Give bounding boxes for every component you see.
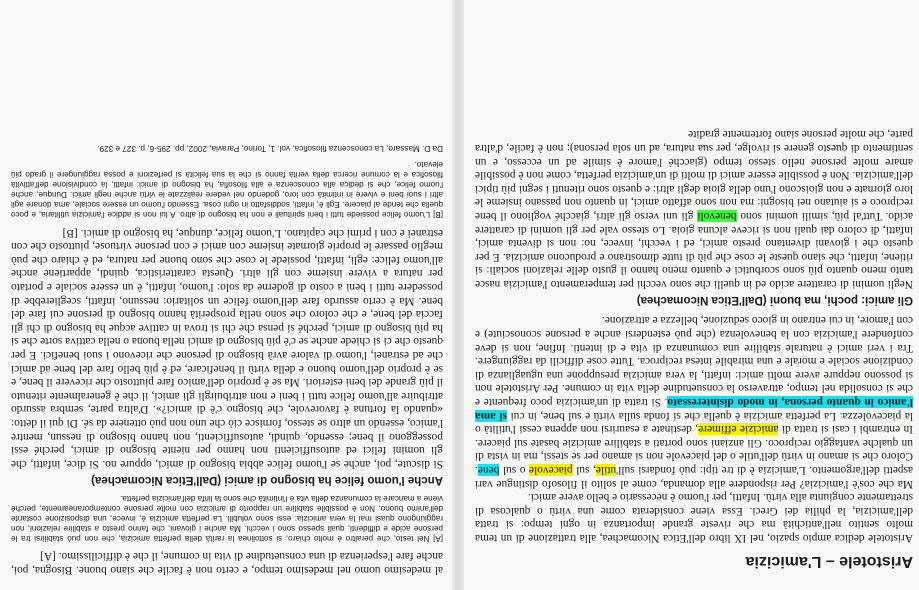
excerpt-paragraph: Negli uomini di carattere acido ed in quelli che sono vecchi per temperamento l'amicizia nasce tanto meno quanto più sono scorbutici e quanto meno hanno il gusto delle relazioni sociali: si ritiene, infatti, che siano queste le cose che più di tutte dimostrano e producono amicizia. E per questo che i giovani diventano presto amici, ed i vecchi, invece, no: non si diventa amici, infatti, di coloro dai quali non si riceve alcuna gioia. Lo stesso vale per gli uomini di carattere acido. Tutt'al più, simili uomini sono benevoli gli uni verso gli altri, giacché vogliono il bene reciproco e si aiutano nei bisogni: ma non sono affatto amici, in quanto non passano insieme le loro giornate e non gioiscono l'uno della gioia degli altri: e questo sono ritenuti i segni più tipici dell'amicizia. Non è possibile essere amici di molti di un'amicizia perfetta, come non è possibile amare molte persone nello stesso tempo (giacché l'amore è simile ad un eccesso, e un sentimento di questo genere si rivolge, per sua natura, ad un sola persona); non è facile, d'altra parte, che molte persone siano fortemente gradite	[475, 128, 913, 290]
highlight-piacevole: piacevole	[528, 464, 573, 477]
note-b: [B] L'uomo felice possiede tutti i beni spirituali e non ha bisogno di altro. A lui non si addice l'amicizia utilitaria, e poco quella che tende al piacere. Egli è, infatti, soddisfatto in ogni cosa. Essendo l'uomo un essere sociale, ama donare agli altri i suoi beni e vivere in intimità con loro, godendo nel vedere realizzate le virtù anche negli amici. Dunque, anche l'uomo felice, che si dedica alla conoscenza e alla filosofia, ha bisogno di amici: infatti, la condivisione dell'attività filosofica e la comune ricerca della verità fanno sì che la sua felicità si perfezioni e possa raggiungere il grado più elevato.	[11, 160, 443, 220]
types-paragraph: Ma che cos'è l'amicizia? Per rispondere alla domanda, come al solito il filosofo distingue vari aspetti dell'argomento. L'amicizia è di tre tipi: può fondarsi sull'utile, sul piacevole o sul bene. Coloro che si amano in virtù dell'utile o del piacevole non si amano per se stessi, ma in vista di un qualche vantaggio reciproco. Gli anziani sono portati a stabilire amicizie basate sul piacere. In entrambi i casi si tratta di amicizie effimere, destinate a esaurirsi non appena cessi l'utilità o la piacevolezza. La perfetta amicizia è quella che si fonda sulla virtù e sul bene, in cui si ama l'amico in quanto persona, in modo disinteressato. Si tratta di un'amicizia poco frequente e che si consolida nel tempo, attraverso la consuetudine della vita in comune. Per Aristotele non si possono neppure avere molti amici: infatti, la vera amicizia presuppone una uguaglianza di condizione sociale e morale e una mirabile intesa reciproca. Tutte cose difficili da raggiungere. Tra i veri amici è naturale stabilire una comunanza di vita e di intenti. Infine, non si deve confondere l'amicizia con la benevolenza (che può estendersi anche a persone sconosciute) e con l'amore, in cui entrano in gioco seduzione, bellezza e attrazione.	[475, 314, 913, 490]
intro-paragraph: Aristotele dedica ampio spazio, nel IX libro dell'Etica Nicomachea, alla trattazione di un tema molto sentito nell'antichità ma che riveste grande importanza in ogni tempo: si tratta dell'amicizia, la philia dei Greci. Essa viene considerata come una virtù o qualcosa di strettamente congiunta alla virtù. Infatti, per l'uomo è necessario e bello avere amici.	[475, 491, 913, 544]
continuation-paragraph: al medesimo uomo nel medesimo tempo, e certo non è facile che siano buone. Bisogna, poi, anche fare l'esperienza di una consuetudine di vita in comune, il che è difficilissimo. [A]	[11, 550, 443, 576]
page-gutter	[452, 0, 464, 590]
highlight-benevoli: benevoli	[697, 209, 737, 222]
page-title: Aristotele – L'amicizia	[745, 553, 913, 570]
column-uomo-felice	[11, 14, 443, 576]
highlight-bene: bene	[477, 464, 500, 477]
source-citation: Da D. Massaro, La conoscenza filosofica, vol. 1, Torino, Paravia, 2002, pp. 295-6, p. 327 e 329.	[97, 144, 443, 154]
highlight-utile: utile	[595, 464, 617, 477]
highlight-amicizie-effimere: amicizie effimere	[698, 423, 779, 436]
column-aristotele-amicizia	[475, 14, 913, 576]
highlight-amico-persona: si ama l'amico in quanto persona, in modo disinteressato	[475, 396, 913, 422]
section-heading-uomo-felice: Anche l'uomo felice ha bisogno di amici (Dall'Etica Nicomachea)	[91, 473, 443, 486]
note-a: [A] Nel testo, che peraltro è molto chiaro, si sottolinea la rarità della perfetta amicizia, che non può stabilirsi tra le persone acide e diffidenti, quali spesso sono i vecchi. Ma anche i giovani, che fanno presto a stabilire relazioni, non raggiungono quasi mai la vera amicizia: essi sono volubili. La perfetta amicizia è, invece, una disposizione costante dell'animo buono. Non è possibile stabilire un rapporto di amicizia con molte persone contemporaneamente, perché viene a mancare la comunanza della vita e l'intimità che sono la linfa dell'amicizia perfetta.	[11, 493, 443, 543]
uomo-felice-paragraph: Si discute, poi, anche se l'uomo felice abbia bisogno di amici, oppure no. Si dice, infatti, che gli uomini felici ed autosufficienti non hanno per niente bisogno di amici, perché essi posseggono il bene; essendo, quindi, autosufficienti, non hanno bisogno di nessun, mentre l'amico, essendo un altro se stesso, fornisce ciò che uno non può ottenere da sé. Di qui il detto: «quando la fortuna è favorevole, che bisogno c'è di amici?». D'altra parte, sembra assurdo attribuire all'uomo felice tutti i beni e non attribuirgli gli amici, il che è generalmente ritenuto il più grande dei beni esteriori. Ma se è proprio dell'amico fare piuttosto che ricevere il bene, e se è proprio dell'uomo buono e della virtù il beneficare, ed è più bello fare del bene ad amici che ad estranei, l'uomo di valore avrà bisogno di persone che ricevono i suoi benefici. E per questo che ci si chiede anche se c'è più bisogno di amici nella buona o nella cattiva sorte che si ha più bisogno di amici, perché si pensa che chi si trova in cattive acque ha bisogno di chi gli faccia del bene, e che coloro che sono nella prosperità hanno bisogno di persone cui fare del bene. Ma è certo assurdo fare dell'uomo felice un solitario: nessuno, infatti, sceglierebbe di possedere tutti i beni a costo di goderne da solo: l'uomo, infatti, è un essere sociale e portato per natura a vivere insieme con gli altri. Questa caratteristica, quindi, appartiene anche all'uomo felice: egli, infatti, possiede le cose che sono buone per natura, ed è chiaro che può meglio passare le proprie giornate insieme con amici e con persone virtuose, piuttosto che con estranei e con i primi che capitano. L'uomo felice, dunque, ha bisogno di amici. [B]	[11, 226, 443, 470]
section-heading-pochi-ma-buoni: Gli amici: pochi, ma buoni (Dall'Etica Nicomachea)	[636, 293, 913, 306]
